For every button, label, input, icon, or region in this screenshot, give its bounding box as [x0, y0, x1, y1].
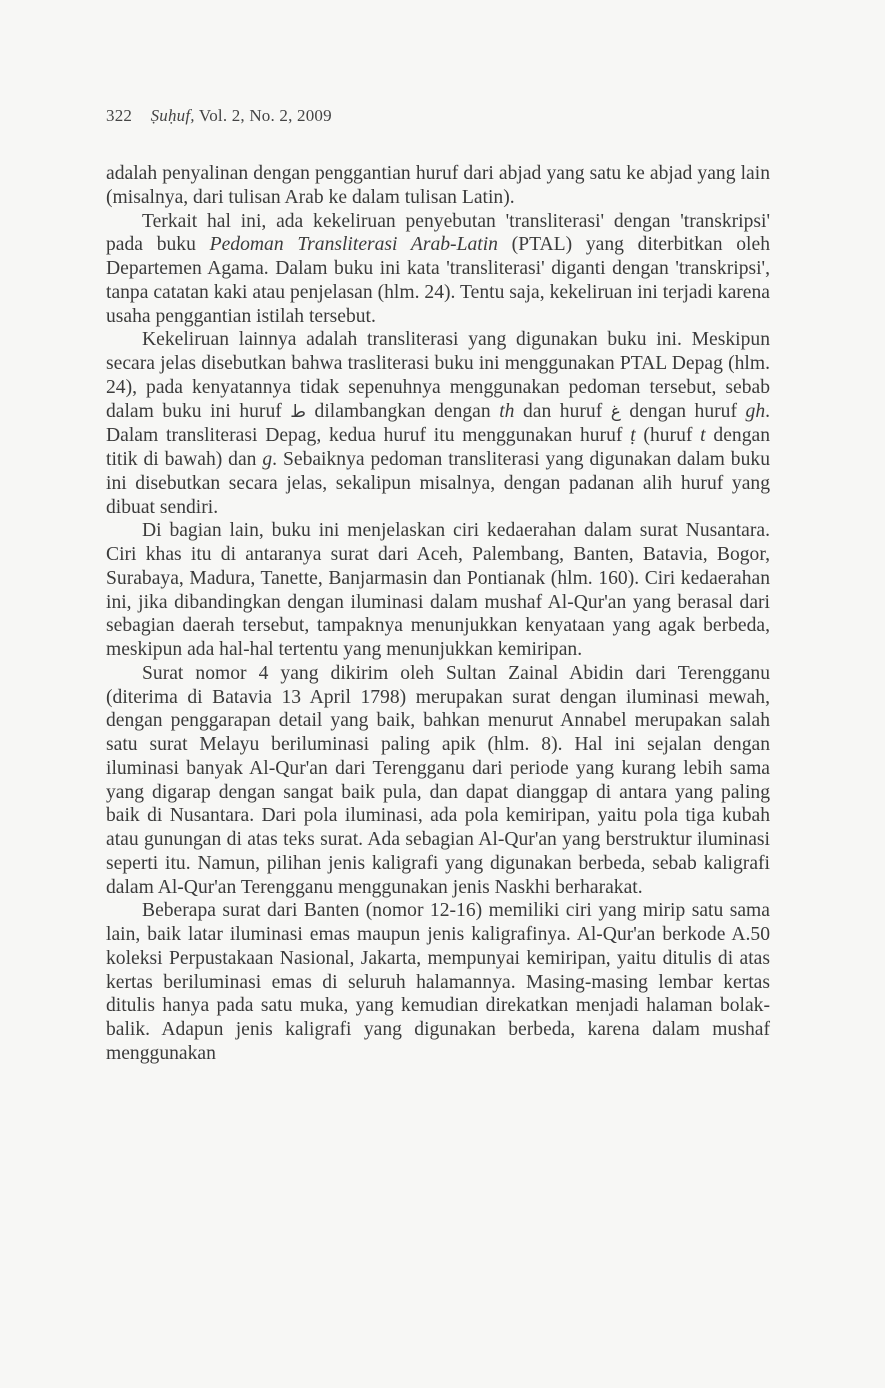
translit-th: th — [499, 400, 515, 422]
translit-t: t — [700, 425, 706, 447]
translit-t-dot: ṭ — [630, 425, 636, 447]
article-body — [106, 162, 770, 1066]
p3-text-e: . Dalam transliterasi Depag, kedua huruf itu menggunakan huruf — [106, 400, 771, 447]
p3-text-h: . Sebaiknya pedoman transliterasi yang digunakan dalam buku ini disebutkan secara jelas, sekalipun misalnya, dengan padanan alih huruf yang dibuat sendiri. — [106, 449, 770, 518]
journal-title: Ṣuḥuf, — [150, 106, 195, 125]
arabic-letter-tha: ط — [290, 401, 307, 422]
p3-text-a: Kekeliruan lainnya adalah transliterasi yang digunakan buku ini. Meskipun secara jelas disebutkan bahwa trasliterasi buku ini menggunakan PTAL Depag (hlm. 24), pada kenyatannya tidak sepenuhnya menggunakan pedoman tersebut, sebab dalam buku ini huruf — [106, 329, 770, 422]
p3-text-b: dilambangkan dengan — [306, 400, 500, 422]
journal-volume: Vol. 2, No. 2, 2009 — [198, 106, 332, 125]
paragraph-1: adalah penyalinan dengan penggantian huruf dari abjad yang satu ke abjad yang lain (misalnya, dari tulisan Arab ke dalam tulisan Latin). — [106, 163, 770, 208]
running-header — [106, 106, 332, 126]
p3-text-c: dan huruf — [514, 400, 611, 422]
paragraph-3 — [106, 328, 770, 519]
paragraph-5: Surat nomor 4 yang dikirim oleh Sultan Zainal Abidin dari Terengganu (diterima di Batavia 13 April 1798) merupakan surat dengan iluminasi mewah, dengan penggarapan detail yang baik, bahkan menurut Annabel merupakan salah satu surat Melayu beriluminasi paling apik (hlm. 8). Hal ini sejalan dengan iluminasi banyak Al-Qur'an dari Terengganu dari periode yang kurang lebih sama yang digarap dengan sangat baik pula, dan dapat dianggap di antara yang paling baik di Nusantara. Dari pola iluminasi, ada pola kemiripan, yaitu pola tiga kubah atau gunungan di atas teks surat. Ada sebagian Al-Qur'an yang berstruktur iluminasi seperti itu. Namun, pilihan jenis kaligrafi yang digunakan berbeda, sebab kaligrafi dalam Al-Qur'an Terengganu menggunakan jenis Naskhi berharakat. — [106, 662, 770, 898]
p3-text-d: dengan huruf — [620, 400, 746, 422]
p3-text-g: dengan titik di bawah) dan — [106, 425, 770, 470]
paragraph-4: Di bagian lain, buku ini menjelaskan ciri kedaerahan dalam surat Nusantara. Ciri khas itu di antaranya surat dari Aceh, Palembang, Banten, Batavia, Bogor, Surabaya, Madura, Tanette, Banjarmasin dan Pontianak (hlm. 160). Ciri kedaerahan ini, jika dibandingkan dengan iluminasi dalam mushaf Al-Qur'an yang berasal dari sebagian daerah tersebut, tampaknya menunjukkan kenyataan yang agak berbeda, meskipun ada hal-hal tertentu yang menunjukkan kemiripan. — [106, 520, 770, 660]
p3-text-f: (huruf — [635, 425, 701, 447]
book-title: Pedoman Transliterasi Arab-Latin — [209, 234, 498, 256]
p2-text-b: (PTAL) yang diterbitkan oleh Departemen Agama. Dalam buku ini kata 'transliterasi' diganti dengan 'transkripsi', tanpa catatan kaki atau penjelasan (hlm. 24). Tentu saja, kekeliruan ini terjadi karena usaha penggantian istilah tersebut. — [106, 234, 770, 327]
page-number: 322 — [106, 106, 133, 125]
p2-text-a: Terkait hal ini, ada kekeliruan penyebutan 'transliterasi' dengan 'transkripsi' pada buku — [106, 210, 770, 256]
translit-gh: gh — [745, 400, 766, 422]
paragraph-2 — [106, 210, 770, 329]
paragraph-6: Beberapa surat dari Banten (nomor 12-16) memiliki ciri yang mirip satu sama lain, baik latar iluminasi emas maupun jenis kaligrafinya. Al-Qur'an berkode A.50 koleksi Perpustakaan Nasional, Jakarta, mempunyai kemiripan, yaitu ditulis di atas kertas beriluminasi emas di seluruh halamannya. Masing-masing lembar kertas ditulis hanya pada satu muka, yang kemudian direkatkan menjadi halaman bolak-balik. Adapun jenis kaligrafi yang digunakan berbeda, karena dalam mushaf menggunakan — [106, 900, 770, 1064]
arabic-letter-ghain: غ — [610, 401, 621, 422]
translit-g: g — [262, 449, 273, 470]
